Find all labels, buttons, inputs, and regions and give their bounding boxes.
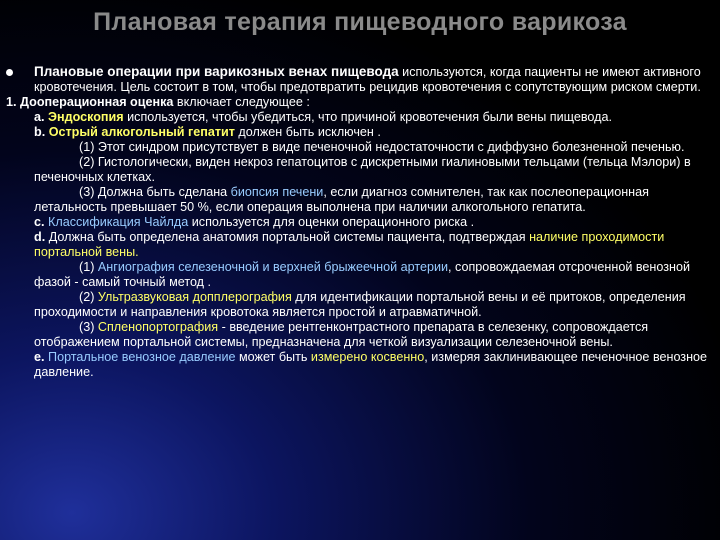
- angiography-term: Ангиография селезеночной и верхней брыжеечной артерии: [97, 260, 449, 274]
- item-c-child-classification: [6, 215, 714, 230]
- item-d2-doppler: [6, 290, 714, 320]
- item-c-prefix: c.: [34, 215, 49, 229]
- item-d3-splenoportography: [6, 320, 714, 350]
- item-e-text: , измеряя заклинивающее печеночное венозное давление.: [34, 350, 708, 379]
- item-a-text: используется, чтобы убедиться, что причиной кровотечения были вены пищевода.: [123, 110, 612, 124]
- item-b2-histology: (2) Гистологически, виден некроз гепатоцитов с дискретными гиалиновыми тельцами (тельца Мэлори) в печеночных клетках.: [34, 155, 691, 184]
- endoscopy-term: Эндоскопия: [48, 110, 124, 124]
- item-b-text: должен быть исключен .: [234, 125, 381, 139]
- doppler-term: Ультразвуковая допплерография: [97, 290, 292, 304]
- item-d-prefix: d.: [34, 230, 49, 244]
- item-a-prefix: a.: [34, 110, 49, 124]
- slide-body: [6, 64, 714, 380]
- planned-operations-heading: Плановые операции при варикозных венах пищевода: [34, 64, 399, 79]
- splenoportography-term: Спленопортография: [97, 320, 219, 334]
- slide-title: Плановая терапия пищеводного варикоза: [93, 8, 627, 36]
- item-d-portal-anatomy: [6, 230, 714, 260]
- item-d2-text: для идентификации портальной вены и её притоков, определения проходимости и направления кровотока является простой и атравматичной.: [34, 290, 686, 319]
- item-e-portal-pressure: [6, 350, 714, 380]
- preop-assessment-text: включает следующее :: [173, 95, 310, 109]
- preop-assessment-heading: [6, 95, 714, 110]
- portal-pressure-term: Портальное венозное давление: [48, 350, 236, 364]
- item-a-endoscopy: [6, 110, 714, 125]
- item-d1-pre: (1): [79, 260, 98, 274]
- indirect-measurement-term: измерено косвенно: [310, 350, 425, 364]
- portal-vein-patency-term: наличие проходимости портальной вены.: [34, 230, 665, 259]
- item-b-prefix: b.: [34, 125, 49, 139]
- item-e-mid: может быть: [235, 350, 311, 364]
- item-d1-text: , сопровождаемая отсроченной венозной фазой - самый точный метод .: [34, 260, 691, 289]
- planned-operations-text: используются, когда пациенты не имеют активного кровотечения. Цель состоит в том, чтобы предотвратить рецидив кровотечения с сопутствующим риском смерти.: [34, 65, 701, 94]
- item-b1-syndrome: (1) Этот синдром присутствует в виде печеночной недостаточности с диффузно болезненной печенью.: [79, 140, 685, 154]
- item-b3-text: , если диагноз сомнителен, так как послеоперационная летальность превышает 50 %, если операция выполнена при наличии алкогольного гепатита.: [34, 185, 649, 214]
- bullet-paragraph-planned-operations: [6, 64, 714, 95]
- item-d-text: Должна быть определена анатомия портальной системы пациента, подтверждая: [48, 230, 530, 244]
- item-c-text: используется для оценки операционного риска .: [188, 215, 475, 229]
- item-d2-pre: (2): [79, 290, 98, 304]
- preop-assessment-label: 1. Дооперационная оценка: [6, 95, 174, 109]
- item-d3-text: - введение рентгенконтрастного препарата в селезенку, сопровождается отображением портальной системы, предназначена для четкой визуализации селезеночной вены.: [34, 320, 649, 349]
- item-e-prefix: e.: [34, 350, 49, 364]
- item-d1-angiography: [6, 260, 714, 290]
- item-d3-pre: (3): [79, 320, 98, 334]
- alcoholic-hepatitis-term: Острый алкогольный гепатит: [48, 125, 235, 139]
- item-b-alcoholic-hepatitis: [6, 125, 714, 140]
- item-b3-pre: (3) Должна быть сделана: [79, 185, 231, 199]
- item-b3-biopsy: [6, 185, 714, 215]
- liver-biopsy-term: биопсия печени: [230, 185, 324, 199]
- bullet-dot-icon: [6, 69, 13, 76]
- child-classification-term: Классификация Чайлда: [48, 215, 189, 229]
